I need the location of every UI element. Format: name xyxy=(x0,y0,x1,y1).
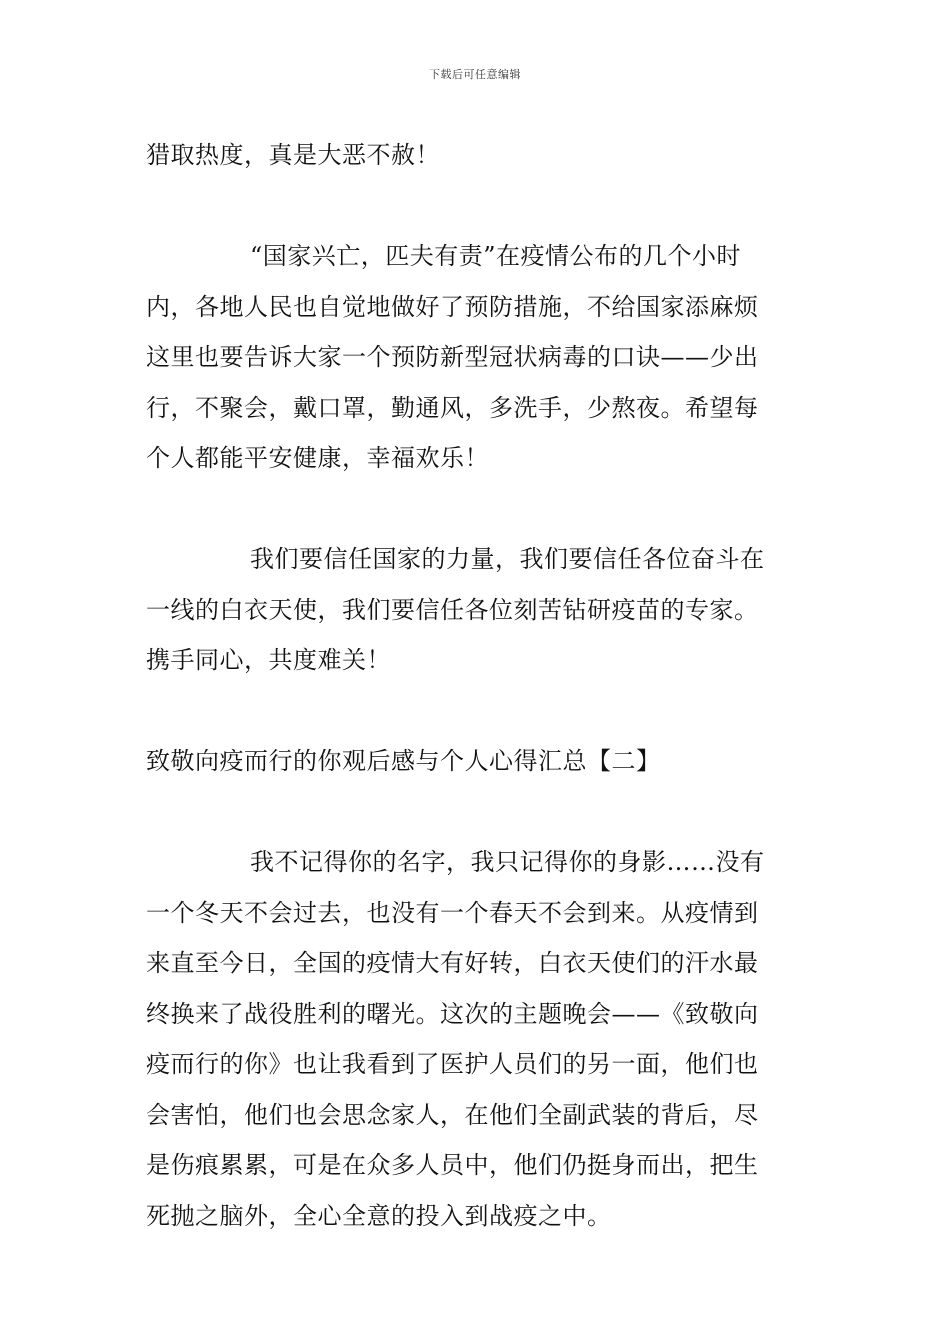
paragraph-gap xyxy=(146,686,806,737)
text-line: “国家兴亡，匹夫有责”在疫情公布的几个小时 xyxy=(250,242,742,270)
paragraph-gap xyxy=(146,484,806,535)
text-line: 来直至今日，全国的疫情大有好转，白衣天使们的汗水最 xyxy=(146,949,759,977)
document-body xyxy=(146,130,806,1241)
paragraph-4 xyxy=(146,837,806,1241)
paragraph-3 xyxy=(146,534,806,686)
text-line: 终换来了战役胜利的曙光。这次的主题晚会——《致敬向 xyxy=(146,999,759,1028)
text-line: 携手同心，共度难关！ xyxy=(146,646,391,674)
text-line: 这里也要告诉大家一个预防新型冠状病毒的口诀——少出 xyxy=(146,343,759,371)
text-line: 是伤痕累累，可是在众多人员中，他们仍挺身而出，把生 xyxy=(146,1151,759,1179)
text-line: 一线的白衣天使，我们要信任各位刻苦钻研疫苗的专家。 xyxy=(146,595,759,624)
text-line: 猎取热度，真是大恶不赦！ xyxy=(146,141,440,169)
page-header: 下载后可任意编辑 xyxy=(429,68,521,81)
paragraph-gap xyxy=(146,181,806,232)
text-line: 一个冬天不会过去，也没有一个春天不会到来。从疫情到 xyxy=(146,898,759,927)
text-line: 行，不聚会，戴口罩，勤通风，多洗手，少熬夜。希望每 xyxy=(146,393,759,422)
text-line: 内，各地人民也自觉地做好了预防措施，不给国家添麻烦 xyxy=(146,292,759,321)
text-line: 我们要信任国家的力量，我们要信任各位奋斗在 xyxy=(250,545,765,573)
text-line: 疫而行的你》也让我看到了医护人员们的另一面，他们也 xyxy=(146,1050,759,1078)
text-line: 个人都能平安健康，幸福欢乐！ xyxy=(146,444,489,472)
paragraph-gap xyxy=(146,787,806,838)
text-line: 死抛之脑外，全心全意的投入到战疫之中。 xyxy=(146,1201,612,1230)
heading-line: 致敬向疫而行的你观后感与个人心得汇总【二】 xyxy=(146,747,661,775)
paragraph-1 xyxy=(146,130,806,181)
text-line: 会害怕，他们也会思念家人，在他们全副武装的背后，尽 xyxy=(146,1100,759,1129)
section-heading xyxy=(146,736,806,787)
paragraph-2 xyxy=(146,231,806,484)
text-line: 我不记得你的名字，我只记得你的身影……没有 xyxy=(250,848,765,876)
